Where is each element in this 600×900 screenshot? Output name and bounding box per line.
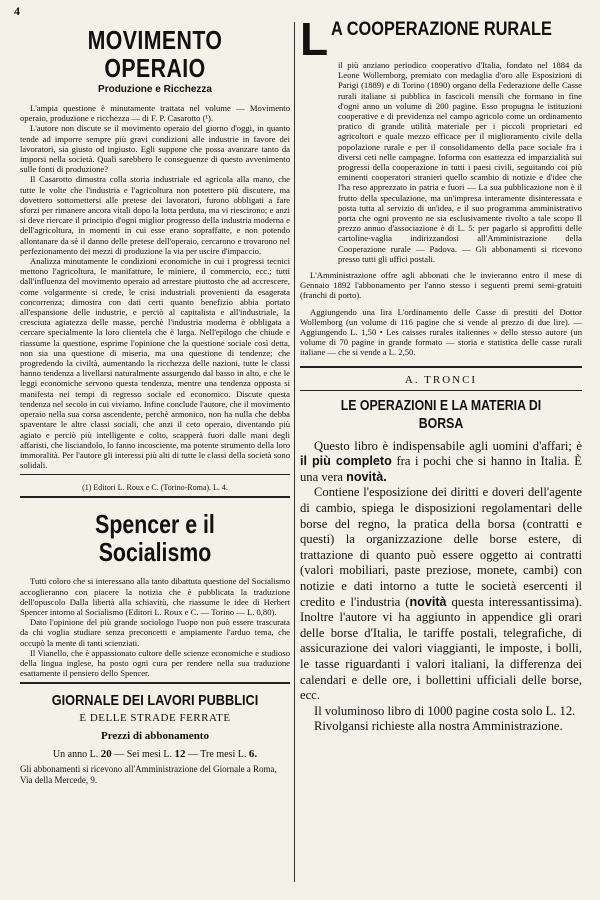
anno-label: Un anno L. bbox=[52, 749, 99, 761]
giornale-subtitle: E DELLE STRADE FERRATE bbox=[79, 712, 231, 725]
tre-label: — Tre mesi L. bbox=[187, 749, 247, 761]
sei-price: 12 bbox=[174, 748, 186, 761]
movimento-paragraph: Il Casarotto dimostra colla storia industriale ed agricola alla mano, che tutte le volte che l'industria e l'agricoltura non potettero più discutere, ma dovettero sottomettersi alle pretese dei lavoratori, furono obbligati a fare sforzi per rimanere ancora vitali dopo la lotta perduta, ma vi riescirono; e anzi si deve riercare il principio d'ogni miglior progresso della industria moderna e dell'agricoltura, in momenti in cui esse erano sopraffatte, e non potendo allontanare da sè il danno delle pretese dell'operaio, cercarono e trovarono nel perfezionamento dei mezzi di produzione la via per uscire d'impaccio. bbox=[20, 174, 290, 256]
tronci-paragraph bbox=[300, 485, 582, 703]
separator bbox=[20, 496, 290, 498]
spencer-title: Spencer e il Socialismo bbox=[95, 509, 215, 568]
tronci-author: A. TRONCI bbox=[404, 373, 478, 386]
drop-cap: L bbox=[300, 13, 329, 65]
cooperazione-article bbox=[300, 60, 582, 358]
sei-label: — Sei mesi L. bbox=[114, 749, 172, 761]
left-column bbox=[20, 16, 290, 786]
movimento-footnote: (1) Editori L. Roux e C. (Torino-Roma). L. 4. bbox=[82, 483, 228, 493]
bold-run: novità. bbox=[346, 469, 387, 484]
bold-run: il più completo bbox=[300, 454, 392, 469]
movimento-article bbox=[20, 103, 290, 470]
movimento-title: MOVIMENTO OPERAIO bbox=[87, 25, 223, 83]
column-divider bbox=[294, 22, 295, 882]
cooperazione-paragraph: L'Amministrazione offre agli abbonati che le invieranno entro il mese di Gennaio 1892 l'abbonamento per l'anno stesso i seguenti premi semi-gratuiti (franchi di porto). bbox=[300, 270, 582, 301]
separator bbox=[300, 390, 582, 391]
movimento-paragraph: Analizza minutamente le condizioni economiche in cui i progressi tecnici mettono l'agricoltura, le manifatture, le miniere, il commercio, ecc.; tutti dall'influenza del movimento operaio ad arrestare piuttosto che ad accrescere, come volgarmente si crede, le crisi industriali provenienti da esagerata concorrenza; dimostra con dati certi quanto benefizio abbia portato all'espansione delle industrie, e perciò al capitalista e all'industriale, la cresciuta agiatezza delle masse, perchè l'industria moderna è obbligata a cercare specialmente la loro clientela che è larga. Nell'epilogo che chiude e riassume la questione, esprime l'opinione che la questione sociale così detta, non sia una questione di miseria, ma una questione di tendenze; che progredendo la civiltà, aumentando la ricchezza delle nazioni, tutte le classi hanno tendenza a livellarsi naturalmente assurgendo dal basso in alto, e che le leggi economiche servono questa tendenza, mentre una tendenza opposta si manifesta nei tempi di regresso sociale ed economico. Discute questa tendenza nel secolo in cui viviamo. Infine conclude l'autore, che il movimento operaio nella sua corsa ascendente, perchè armonico, non ha nulla che debba spaventare le altre classi sociali, che anzi il ceto operaio, diventando più agiato e perciò più intelligente e colto, scapperà fuori dalle mani degli affaristi, che lisciandolo, lo fanno incosciente, ma potente strumento della loro immoralità. Per l'autore gli interessi più alti di tutte le classi della società sono solidali. bbox=[20, 256, 290, 471]
spencer-paragraph: Tutti coloro che si interessano alla tanto dibattuta questione del Socialismo accoglieranno con piacere la notizia che è pubblicata la traduzione dell'opuscolo Dalla libertà alla schiavitù, che riassume le idee di Herbert Spencer intorno al Socialismo (Editori L. Roux e C. — Torino — L. 0,80). bbox=[20, 576, 290, 617]
text-run: questa interessantissima). Inoltre l'autore vi ha aggiunto in appendice gli orari delle borse d'Italia, le tariffe postali, telegrafiche, di assicurazione dei valori viaggianti, le imposte, i bolli, le tasse riguardanti i valori italiani, la differenza dei calendari e delle ore, i bollettini ufficiali delle borse, ecc. bbox=[300, 594, 582, 703]
text-run: fra i pochi che si hanno in Italia. È una vera bbox=[300, 454, 583, 484]
prezzi-label: Prezzi di abbonamento bbox=[101, 730, 209, 743]
giornale-note: Gli abbonamenti si ricevono all'Amministrazione del Giornale a Roma, Via della Mercede, 9. bbox=[20, 764, 277, 786]
cooperazione-paragraph: Aggiungendo una lira L'ordinamento delle Casse di prestiti del Dottor Wollemborg (un volume di 116 pagine che si vende al prezzo di due lire). — Aggiungendo L. 1,50 • Les caisses rurales italiennes » dello stesso autore (un volume di 70 pagine in grande formato — storia e statistica delle casse rurali italiane — che si vende a L. 2,50. bbox=[300, 306, 582, 358]
page-number: 4 bbox=[14, 4, 20, 18]
tronci-paragraph: Il voluminoso libro di 1000 pagine costa solo L. 12. bbox=[314, 703, 576, 718]
prezzi-line bbox=[20, 748, 290, 760]
anno-price: 20 bbox=[100, 748, 112, 761]
giornale-title: GIORNALE DEI LAVORI PUBBLICI bbox=[51, 692, 259, 710]
spencer-paragraph: Dato l'opinione del più grande sociologo l'uopo non può essere trascurata da chi voglia studiare senza preconcetti e ampiamente l'arduo tema, che occupò la mente di tanti scienziati. bbox=[20, 617, 290, 648]
right-column bbox=[300, 13, 583, 735]
tre-price: 6. bbox=[248, 748, 258, 761]
cooperazione-title: A COOPERAZIONE RURALE bbox=[331, 19, 553, 40]
movimento-paragraph: L'autore non discute se il movimento operaio del giorno d'oggi, in quanto tende ad imporre sempre più gravi condizioni alle industrie in favore dei lavoratori, sia giusto od ingiusto. Egli suppone che possa avanzare tanto da imporsi nella società. Quali sarebbero le conseguenze di questo avvenimento sulle fonti di produzione? bbox=[20, 123, 290, 175]
separator bbox=[20, 682, 290, 684]
movimento-paragraph: L'ampia questione è minutamente trattata nel volume — Movimento operaio, produzione e ricchezza — di F. P. Casarotto (¹). bbox=[20, 103, 290, 124]
tronci-paragraph: Rivolgansi richieste alla nostra Amministrazione. bbox=[314, 719, 563, 734]
spencer-article bbox=[20, 576, 290, 678]
separator bbox=[300, 366, 582, 368]
tronci-article bbox=[300, 439, 582, 735]
tronci-paragraph bbox=[300, 439, 582, 486]
cooperazione-header bbox=[300, 13, 582, 65]
tronci-title: LE OPERAZIONI E LA MATERIA DI BORSA bbox=[340, 396, 542, 432]
text-run: Questo libro è indispensabile agli uomini d'affari; è bbox=[314, 438, 582, 453]
spencer-paragraph: Il Vianello, che è appassionato cultore delle scienze economiche e studioso della lingua inglese, ha posto ogni cura per rendere nella sua traduzione esattamente il pensiero dello Spencer. bbox=[20, 647, 290, 679]
cooperazione-paragraph: il più anziano periodico cooperativo d'Italia, fondato nel 1884 da Leone Wollemborg, premiato con medaglia d'oro alle Esposizioni di Parigi (1889) e di Torino (1890) organo della Federazione delle Casse rurali italiane si pubblica in fascicoli mensili che formano in fine d'ogni anno un volume di 200 pagine. Esso propugna le istituzioni cooperative e di previdenza nel campo agricolo come un ordinamento pratico di grande utilità materiale per i piccoli proprietari ed agricoltori e quale mezzo efficace per il miglioramento civile della popolazione rurale e per il consolidamento della pace sociale fra i diversi ceti nelle campagne. Informa con esattezza ed imparzialità sui progressi della cooperazione in tutti i paesi civili, seguitando coi più eminenti cooperatori stranieri quello scambio di notizie e d'idee che l'ha reso apprezzato in patria e fuori — La sua pubblicazione non è il frutto della speculazione, ma un'impresa interamente disinteressata e posta tutta al servizio di un'idea, e il suo programma amministrativo porta che ogni provento ne sia esclusivamente rivolto a tale scopo Il prezzo annuo d'associazione è di L. 5: per pagarlo si approfitti delle cartoline-vaglia indirizzandosi all'Amministrazione della Cooperazione rurale — Padova. — Gli abbonamenti si ricevono presso tutti gli uffici postali. bbox=[338, 60, 582, 264]
text-run: Contiene l'esposizione dei diritti e doveri dell'agente di cambio, spiega le disposizioni regolamentari delle borse del regno, la pratica della borsa (contratti e questi) la organizzazione delle borse estere, di trattazione di quanto può essere oggetto ai contratti (valori mobiliari, paste preziose, monete, cambi) con notizie e dati intorno a tutte le società esercenti il credito e l'industria ( bbox=[300, 485, 582, 609]
bold-run: novità bbox=[409, 594, 447, 609]
movimento-subtitle: Produzione e Ricchezza bbox=[98, 84, 212, 95]
separator bbox=[20, 474, 290, 475]
